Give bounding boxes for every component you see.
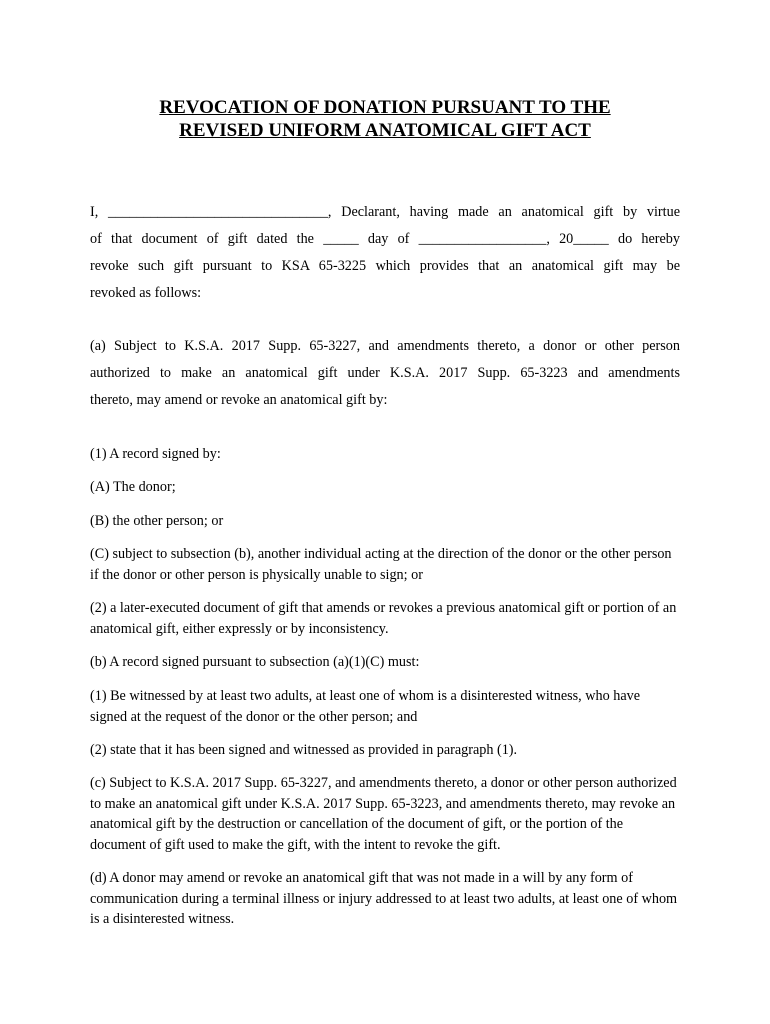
item-a-1-C: (C) subject to subsection (b), another individual acting at the direction of the donor or the other person if the donor or other person is physically unable to sign; or: [90, 546, 672, 583]
intro-paragraph: [90, 199, 680, 307]
title-line-2: REVISED UNIFORM ANATOMICAL GIFT ACT: [179, 120, 591, 141]
item-a-1: (1) A record signed by:: [90, 446, 221, 462]
item-c: (c) Subject to K.S.A. 2017 Supp. 65-3227, and amendments thereto, a donor or other person authorized to make an anatomical gift under K.S.A. 2017 Supp. 65-3223, and amendments thereto, may revoke an anatomical gift by the destruction or cancellation of the document of gift, or the portion of the document of gift used to make the gift, with the intent to revoke the gift.: [90, 775, 677, 853]
item-a-2: (2) a later-executed document of gift that amends or revokes a previous anatomical gift or portion of an anatomical gift, either expressly or by inconsistency.: [90, 600, 677, 637]
item-a-1-B: (B) the other person; or: [90, 513, 224, 529]
title-line-1: REVOCATION OF DONATION PURSUANT TO THE: [159, 97, 611, 118]
intro-line-1: I, _______________________________, Declarant, having made an anatomical gift by virtue: [90, 204, 680, 220]
intro-line-4: revoked as follows:: [90, 285, 202, 301]
item-a-1-A: (A) The donor;: [90, 479, 176, 495]
document-title: [90, 96, 680, 142]
intro-line-2: of that document of gift dated the _____ day of __________________, 20_____ do hereby: [90, 231, 680, 247]
paragraph-a-line-3: thereto, may amend or revoke an anatomical gift by:: [90, 392, 388, 408]
item-b-2: (2) state that it has been signed and witnessed as provided in paragraph (1).: [90, 742, 518, 758]
intro-line-3: revoke such gift pursuant to KSA 65-3225 which provides that an anatomical gift may be: [90, 258, 680, 274]
paragraph-a-line-2: authorized to make an anatomical gift under K.S.A. 2017 Supp. 65-3223 and amendments: [90, 365, 680, 381]
item-b: (b) A record signed pursuant to subsection (a)(1)(C) must:: [90, 654, 420, 670]
paragraph-a-line-1: (a) Subject to K.S.A. 2017 Supp. 65-3227, and amendments thereto, a donor or other person: [90, 338, 680, 354]
paragraph-a: [90, 333, 680, 414]
item-b-1: (1) Be witnessed by at least two adults, at least one of whom is a disinterested witness, who have signed at the request of the donor or the other person; and: [90, 688, 641, 725]
item-d: (d) A donor may amend or revoke an anatomical gift that was not made in a will by any form of communication during a terminal illness or injury addressed to at least two adults, at least one of whom is a disinterested witness.: [90, 870, 678, 927]
